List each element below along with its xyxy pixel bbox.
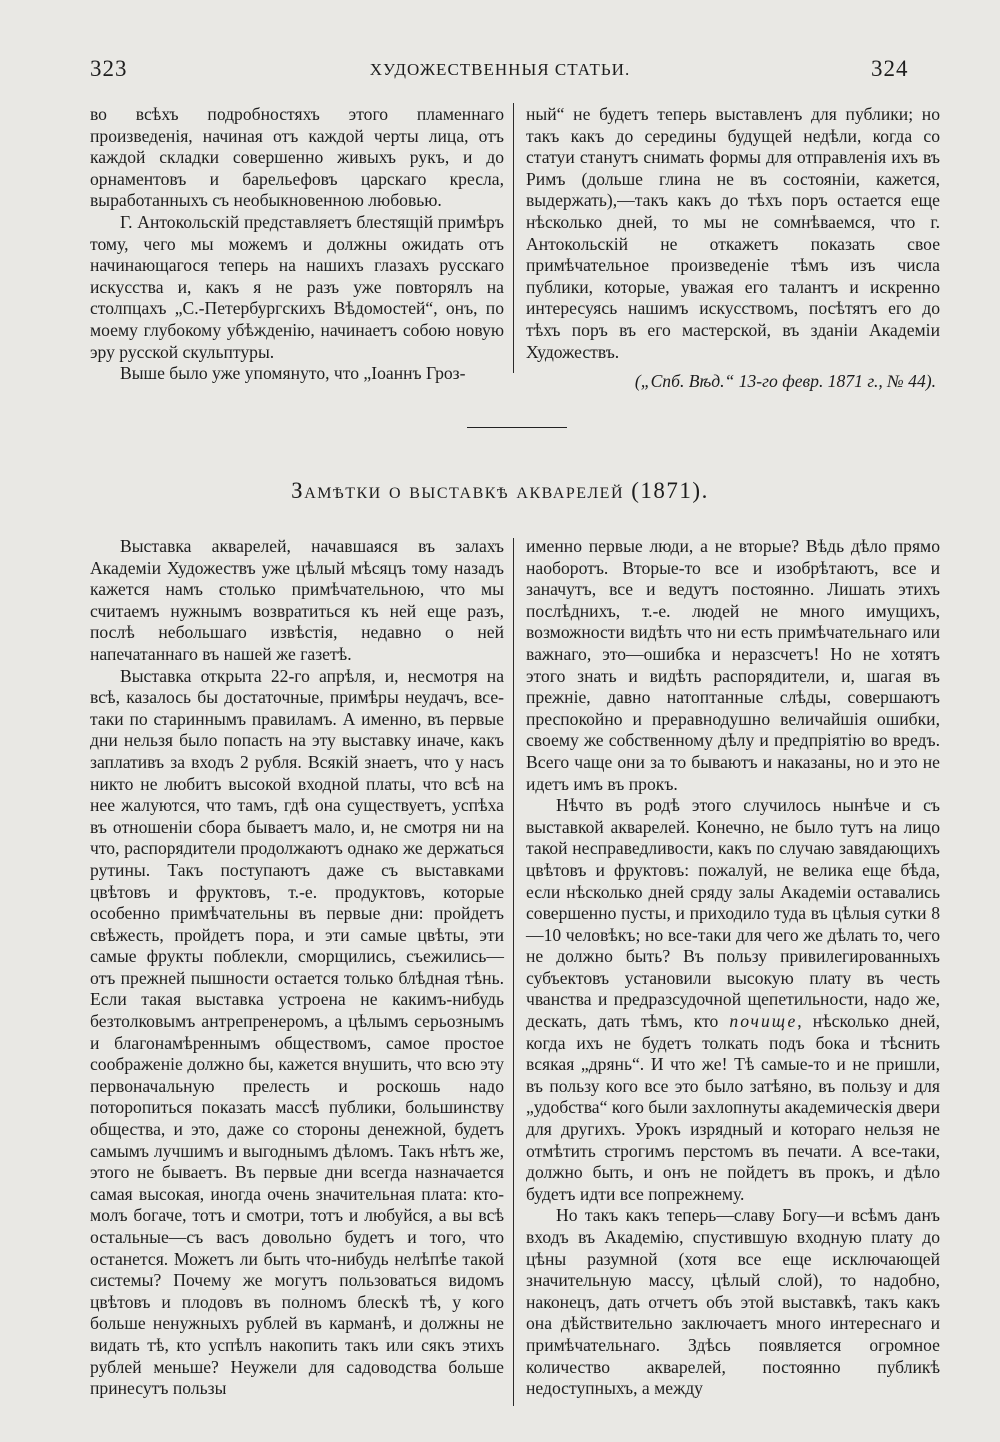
prev-article-left-column: [90, 104, 504, 384]
prev-article-right-column: [526, 104, 940, 392]
article-title: Замѣтки о выставкѣ акварелей (1871).: [291, 478, 709, 503]
page-header: [0, 52, 1000, 92]
text-run: , нѣсколько дней, когда ихъ не будетъ толкать подъ бока и тѣснить всякая „дрянь“. И что же! Тѣ самые-то и не пришли, въ пользу кого все это было затѣяно, въ пользу и для „удобства“ кого были захлопнуты академическія двери для другихъ. Урокъ изрядный и котораго нельзя не отмѣтить строгимъ перстомъ въ печати. А все-таки, должно быть, и онъ не пойдетъ въ прокъ, и дѣло будетъ идти все попрежнему.: [526, 1011, 940, 1204]
paragraph: [526, 795, 940, 1205]
column-rule: [513, 538, 514, 1406]
running-title: ХУДОЖЕСТВЕННЫЯ СТАТЬИ.: [369, 60, 631, 79]
paragraph: Но такъ какъ теперь—славу Богу—и всѣмъ данъ входъ въ Академію, спустившую входную плату до цѣны разумной (хотя все еще исключающей значительную массу, цѣлый слой), то надобно, наконецъ, дать отчетъ объ этой выставкѣ, такъ какъ она дѣйствительно заключаетъ много интереснаго и примѣчательнаго. Здѣсь появляется огромное количество акварелей, постоянно публикѣ недоступныхъ, а между: [526, 1205, 940, 1399]
page-number-left: 323: [90, 56, 128, 81]
paragraph: Выставка акварелей, начавшаяся въ залахъ Академіи Художествъ уже цѣлый мѣсяцъ тому назадъ кажется намъ столько примѣчательною, что мы считаемъ нужнымъ возвратиться къ ней еще разъ, послѣ небольшаго извѣстія, недавно о ней напечатаннаго въ нашей же газетѣ.: [90, 536, 504, 664]
paragraph: Г. Антокольскій представляетъ блестящій примѣръ тому, чего мы можемъ и должны ожидать отъ начинающагося теперь на нашихъ глазахъ русскаго искусства и, какъ я не разъ уже повторялъ на столпцахъ „С.-Петербургскихъ Вѣдомостей“, онъ, по моему глубокому убѣжденію, начинаетъ собою новую эру русской скульптуры.: [90, 211, 504, 362]
page-number-right: 324: [871, 56, 909, 81]
paragraph: ный“ не будетъ теперь выставленъ для публики; но такъ какъ до середины будущей недѣли, когда со статуи станутъ снимать формы для отправленія ихъ въ Римъ (дольше глина не въ состояніи, кажется, выдержать),—такъ какъ до тѣхъ поръ остается еще нѣсколько дней, то мы не сомнѣваемся, что г. Антокольскій не откажетъ показать свое примѣчательное произведеніе тѣмъ изъ числа публики, которые, уважая его талантъ и искренно интересуясь нашимъ искусствомъ, посѣтятъ его до тѣхъ поръ въ его мастерской, въ зданіи Академіи Художествъ.: [526, 104, 940, 362]
article-right-column: [526, 536, 940, 1408]
column-rule: [513, 103, 514, 373]
citation: („Спб. Вѣд.“ 13-го февр. 1871 г., № 44).: [634, 371, 936, 392]
article-left-column: [90, 536, 504, 1408]
section-divider: [467, 427, 567, 428]
paragraph: во всѣхъ подробностяхъ этого пламеннаго произведенія, начиная отъ каждой черты лица, отъ каждой складки совершенно живыхъ рукъ, и до орнаментовъ и барельефовъ царскаго кресла, выработанныхъ съ необыкновенною любовью.: [90, 104, 504, 211]
paragraph: именно первые люди, а не вторые? Вѣдь дѣло прямо наоборотъ. Вторые-то все и изобрѣтаютъ, все и заначутъ, все и ведутъ постоянно. Лишать этихъ послѣднихъ, т.-е. людей не много имущихъ, возможности видѣть что ни есть примѣчательнаго или важнаго, это—ошибка и неразсчетъ! Но не хотятъ этого знать и видѣть распорядители, и, шагая въ прежніе, давно натоптанные слѣды, совершаютъ преспокойно и преравнодушно величайшія ошибки, своему же собственному дѣлу и предпріятію во вредъ. Всего чаще они за то бываютъ и наказаны, но и это не идетъ имъ въ прокъ.: [526, 536, 940, 794]
paragraph: Выше было уже упомянуто, что „Іоаннъ Гроз-: [120, 363, 466, 384]
emphasis: почище: [729, 1011, 798, 1032]
paragraph: Выставка открыта 22-го апрѣля, и, несмотря на всѣ, казалось бы достаточные, примѣры неудачъ, все-таки по стариннымъ правиламъ. А именно, въ первые дни нельзя было попасть на эту выставку иначе, какъ заплативъ за входъ 2 рубля. Всякій знаетъ, что у насъ никто не любитъ высокой входной платы, что всѣ на нее жалуются, что тамъ, гдѣ она существуетъ, успѣха въ отношеніи сбора бываетъ мало, и, не смотря ни на что, распорядители продолжаютъ однако же держаться рутины. Такъ поступаютъ даже съ выставками цвѣтовъ и фруктовъ, т.-е. продуктовъ, которые особенно примѣчательны въ первые дни: пройдетъ свѣжесть, пройдетъ пора, и эти самые цвѣты, эти самые фрукты поблекли, сморщились, съежились—отъ прежней пышности остается только блѣдная тѣнь. Если такая выставка устроена не какимъ-нибудь безтолковымъ антрепренеромъ, а цѣлымъ серьознымъ и благонамѣреннымъ обществомъ, самое простое соображеніе должно бы, кажется внушить, что всю эту первоначальную прелесть и роскошь надо поторопиться показать массѣ публики, большинству общества, и это, даже со стороны денежной, будетъ самымъ лучшимъ и выгоднымъ дѣломъ. Такъ нѣтъ же, этого не бываетъ. Въ первые дни всегда назначается самая высокая, иногда очень значительная плата: кто-молъ богаче, тотъ и смотри, тотъ и любуйся, а вы всѣ остальные—съ васъ довольно будетъ и того, что останется. Можетъ ли быть что-нибудь нелѣпѣе такой системы? Почему же могутъ пользоваться видомъ цвѣтовъ и плодовъ въ полномъ блескѣ тѣ, у кого больше ненужныхъ рублей въ карманѣ, и должны не видать тѣ, кто успѣлъ накопить такъ или сякъ этихъ рублей меньше? Неужели для садоводства больше принесутъ пользы: [90, 665, 504, 1399]
text-run: Нѣчто въ родѣ этого случилось нынѣче и съ выставкой акварелей. Конечно, не было тутъ на лицо такой несправедливости, какъ по случаю завядающихъ цвѣтовъ и фруктовъ: пожалуй, не велика еще бѣда, если нѣсколько дней сряду залы Академіи оставались совершенно пусты, и приходило туда въ цѣлыя сутки 8—10 человѣкъ; но все-таки для чего же дѣлать то, чего не должно быть? Въ пользу привилегированныхъ субъектовъ установили высокую плату въ честь чванства и предразсудочной щепетильности, надо же, дескать, дать тѣмъ, кто: [526, 795, 940, 1032]
